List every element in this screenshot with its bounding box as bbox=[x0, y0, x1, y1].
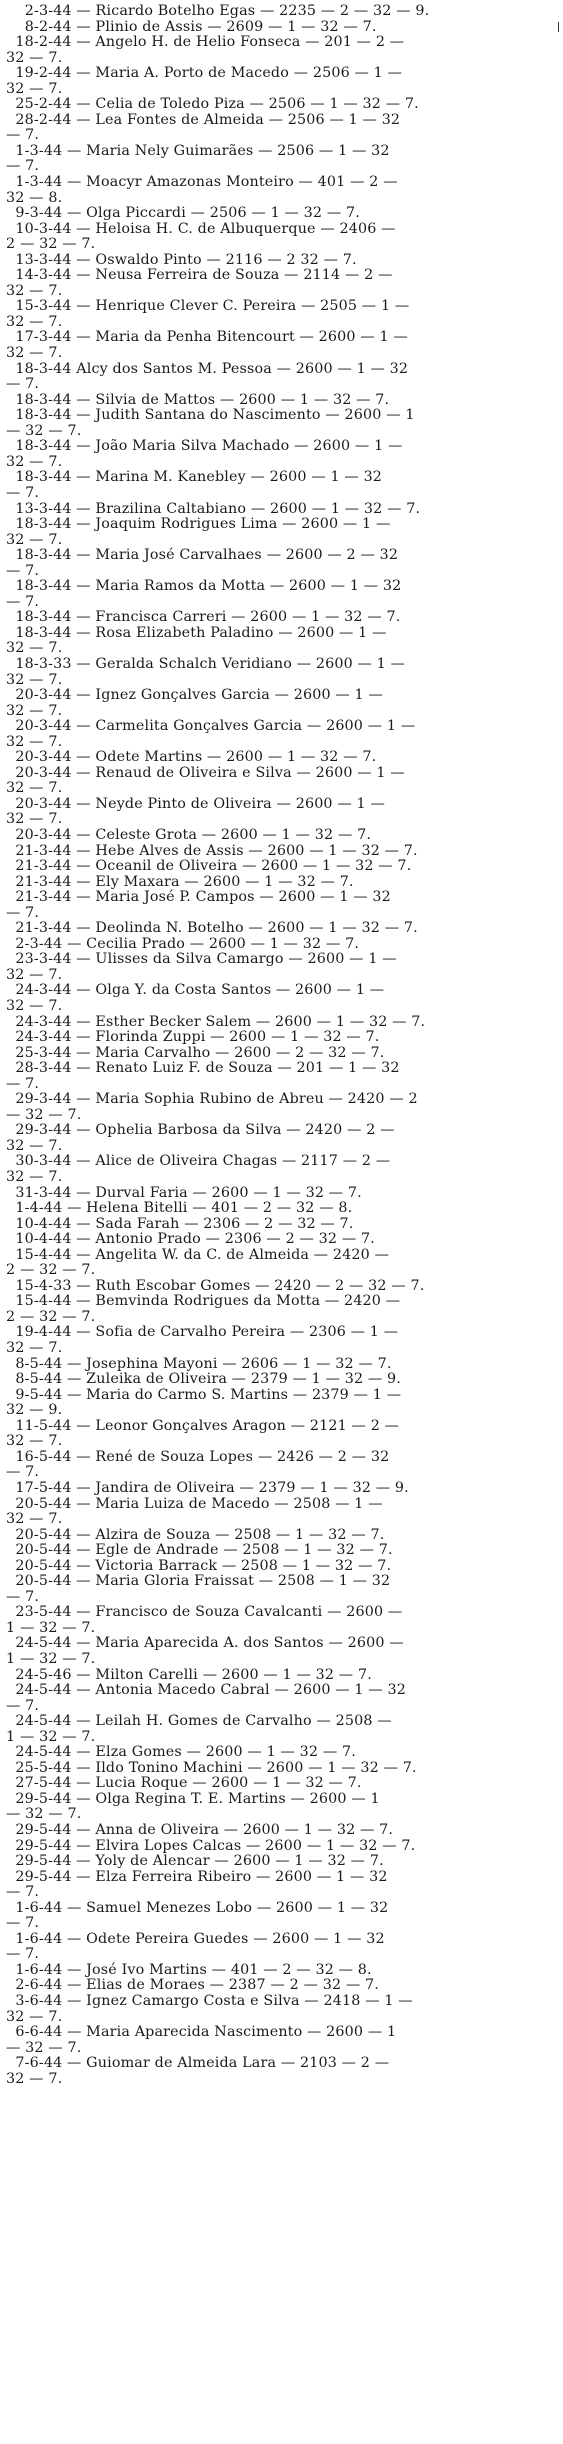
ledger-line: 20-3-44 — Ignez Gonçalves Garcia — 2600 — 1 — bbox=[6, 687, 383, 704]
ledger-line: — 32 — 7. bbox=[6, 1806, 82, 1823]
ledger-line: 10-3-44 — Heloisa H. C. de Albuquerque — 2406 — bbox=[6, 220, 396, 237]
ledger-line: 18-3-44 — Maria José Carvalhaes — 2600 — 2 — 32 bbox=[6, 547, 399, 564]
ledger-line: 21-3-44 — Deolinda N. Botelho — 2600 — 1 — 32 — 7. bbox=[6, 920, 418, 937]
ledger-line: 25-2-44 — Celia de Toledo Piza — 2506 — 1 — 32 — 7. bbox=[6, 96, 419, 113]
ledger-line: 20-3-44 — Odete Martins — 2600 — 1 — 32 — 7. bbox=[6, 749, 377, 766]
ledger-line: 18-3-44 — João Maria Silva Machado — 2600 — 1 — bbox=[6, 438, 403, 455]
ledger-line: 1 — 32 — 7. bbox=[6, 1650, 96, 1667]
ledger-line: 32 — 7. bbox=[6, 1340, 63, 1357]
ledger-line: 29-5-44 — Anna de Oliveira — 2600 — 1 — 32 — 7. bbox=[6, 1821, 394, 1838]
ledger-line: 16-5-44 — René de Souza Lopes — 2426 — 2 — 32 bbox=[6, 1448, 390, 1465]
ledger-line: — 32 — 7. bbox=[6, 422, 82, 439]
ledger-line: 32 — 7. bbox=[6, 811, 63, 828]
ledger-line: 14-3-44 — Neusa Ferreira de Souza — 2114 — 2 — bbox=[6, 267, 393, 284]
ledger-line: 20-5-44 — Egle de Andrade — 2508 — 1 — 32 — 7. bbox=[6, 1542, 393, 1559]
ledger-line: 18-2-44 — Angelo H. de Helio Fonseca — 201 — 2 — bbox=[6, 34, 405, 51]
ledger-line: 21-3-44 — Maria José P. Campos — 2600 — 1 — 32 bbox=[6, 889, 391, 906]
ledger-line: 19-4-44 — Sofia de Carvalho Pereira — 2306 — 1 — bbox=[6, 1324, 399, 1341]
ledger-line: 1-3-44 — Moacyr Amazonas Monteiro — 401 — 2 — bbox=[6, 174, 398, 191]
ledger-line: 24-5-44 — Maria Aparecida A. dos Santos — 2600 — bbox=[6, 1635, 404, 1652]
ledger-line: 32 — 7. bbox=[6, 80, 63, 97]
ledger-line: 27-5-44 — Lucia Roque — 2600 — 1 — 32 — 7. bbox=[6, 1775, 362, 1792]
ledger-line: 9-3-44 — Olga Piccardi — 2506 — 1 — 32 — 7. bbox=[6, 205, 360, 222]
ledger-line: 32 — 7. bbox=[6, 1511, 63, 1528]
ledger-line: 18-3-33 — Geralda Schalch Veridiano — 2600 — 1 — bbox=[6, 655, 406, 672]
ledger-line: 17-3-44 — Maria da Penha Bitencourt — 2600 — 1 — bbox=[6, 329, 408, 346]
ledger-line: — 7. bbox=[6, 562, 40, 579]
ledger-line: 2 — 32 — 7. bbox=[6, 1308, 96, 1325]
ledger-line: 18-3-44 — Rosa Elizabeth Paladino — 2600 — 1 — bbox=[6, 624, 387, 641]
ledger-line: — 7. bbox=[6, 127, 40, 144]
ledger-line: 1 — 32 — 7. bbox=[6, 1728, 96, 1745]
column-rule bbox=[558, 22, 559, 32]
ledger-line: 2-6-44 — Elias de Moraes — 2387 — 2 — 32 — 7. bbox=[6, 1977, 379, 1994]
ledger-line: 17-5-44 — Jandira de Oliveira — 2379 — 1 — 32 — 9. bbox=[6, 1479, 409, 1496]
ledger-line: 23-3-44 — Ulisses da Silva Camargo — 2600 — 1 — bbox=[6, 951, 397, 968]
ledger-line: 2 — 32 — 7. bbox=[6, 1262, 96, 1279]
ledger-line: 20-5-44 — Maria Luiza de Macedo — 2508 — 1 — bbox=[6, 1495, 383, 1512]
ledger-line: 10-4-44 — Antonio Prado — 2306 — 2 — 32 — 7. bbox=[6, 1231, 375, 1248]
ledger-line: — 7. bbox=[6, 1075, 40, 1092]
ledger-line: 32 — 7. bbox=[6, 640, 63, 657]
ledger-line: 11-5-44 — Leonor Gonçalves Aragon — 2121 — 2 — bbox=[6, 1417, 400, 1434]
ledger-line: 1 — 32 — 7. bbox=[6, 1619, 96, 1636]
ledger-line: 24-5-44 — Elza Gomes — 2600 — 1 — 32 — 7. bbox=[6, 1744, 356, 1761]
ledger-line: 24-3-44 — Olga Y. da Costa Santos — 2600 — 1 — bbox=[6, 982, 385, 999]
ledger-line: 7-6-44 — Guiomar de Almeida Lara — 2103 — 2 — bbox=[6, 2055, 390, 2072]
ledger-line: — 7. bbox=[6, 593, 40, 610]
ledger-line: 15-4-33 — Ruth Escobar Gomes — 2420 — 2 — 32 — 7. bbox=[6, 1277, 425, 1294]
ledger-line: 32 — 7. bbox=[6, 345, 63, 362]
ledger-line: 25-5-44 — Ildo Tonino Machini — 2600 — 1 — 32 — 7. bbox=[6, 1759, 417, 1776]
ledger-line: 32 — 7. bbox=[6, 531, 63, 548]
ledger-line: — 7. bbox=[6, 904, 40, 921]
ledger-line: — 7. bbox=[6, 1884, 40, 1901]
ledger-line: 20-3-44 — Carmelita Gonçalves Garcia — 2600 — 1 — bbox=[6, 718, 416, 735]
ledger-line: 3-6-44 — Ignez Camargo Costa e Silva — 2418 — 1 — bbox=[6, 1993, 413, 2009]
ledger-line: 32 — 7. bbox=[6, 998, 63, 1014]
ledger-list bbox=[6, 4, 557, 2087]
ledger-line: 32 — 9. bbox=[6, 1402, 63, 1419]
ledger-line: 18-3-44 — Judith Santana do Nascimento — 2600 — 1 bbox=[6, 407, 415, 424]
ledger-line: 9-5-44 — Maria do Carmo S. Martins — 2379 — 1 — bbox=[6, 1386, 402, 1403]
ledger-line: 20-5-44 — Alzira de Souza — 2508 — 1 — 32 — 7. bbox=[6, 1526, 385, 1543]
ledger-line: 1-6-44 — Odete Pereira Guedes — 2600 — 1 — 32 bbox=[6, 1930, 385, 1947]
ledger-line: 24-3-44 — Esther Becker Salem — 2600 — 1 — 32 — 7. bbox=[6, 1013, 426, 1030]
ledger-line: 19-2-44 — Maria A. Porto de Macedo — 2506 — 1 — bbox=[6, 65, 403, 82]
ledger-line: 18-3-44 — Maria Ramos da Motta — 2600 — 1 — 32 bbox=[6, 578, 402, 595]
ledger-line: 21-3-44 — Hebe Alves de Assis — 2600 — 1 — 32 — 7. bbox=[6, 842, 418, 859]
ledger-line: 32 — 7. bbox=[6, 453, 63, 470]
ledger-line: 2-3-44 — Ricardo Botelho Egas — 2235 — 2 — 32 — 9. bbox=[6, 3, 430, 19]
ledger-line: 25-3-44 — Maria Carvalho — 2600 — 2 — 32 — 7. bbox=[6, 1044, 385, 1061]
ledger-line: — 7. bbox=[6, 1915, 40, 1932]
ledger-line: — 7. bbox=[6, 376, 40, 393]
ledger-line: 15-3-44 — Henrique Clever C. Pereira — 2505 — 1 — bbox=[6, 298, 410, 315]
ledger-line: 24-5-44 — Antonia Macedo Cabral — 2600 — 1 — 32 bbox=[6, 1682, 407, 1699]
ledger-line: 24-5-44 — Leilah H. Gomes de Carvalho — 2508 — bbox=[6, 1713, 392, 1730]
ledger-line: 20-3-44 — Neyde Pinto de Oliveira — 2600 — 1 — bbox=[6, 795, 385, 812]
ledger-line: 28-2-44 — Lea Fontes de Almeida — 2506 — 1 — 32 bbox=[6, 111, 401, 128]
ledger-line: 1-6-44 — José Ivo Martins — 401 — 2 — 32 — 8. bbox=[6, 1961, 372, 1978]
ledger-line: 1-3-44 — Maria Nely Guimarães — 2506 — 1 — 32 bbox=[6, 142, 390, 159]
ledger-line: 20-3-44 — Celeste Grota — 2600 — 1 — 32 — 7. bbox=[6, 826, 372, 843]
ledger-line: 32 — 7. bbox=[6, 1169, 63, 1186]
ledger-line: 32 — 7. bbox=[6, 1433, 63, 1450]
ledger-line: 24-5-46 — Milton Carelli — 2600 — 1 — 32 — 7. bbox=[6, 1666, 372, 1683]
ledger-line: 18-3-44 — Silvia de Mattos — 2600 — 1 — 32 — 7. bbox=[6, 391, 390, 408]
ledger-line: 10-4-44 — Sada Farah — 2306 — 2 — 32 — 7. bbox=[6, 1215, 354, 1232]
ledger-line: 6-6-44 — Maria Aparecida Nascimento — 2600 — 1 bbox=[6, 2024, 397, 2041]
ledger-line: 15-4-44 — Angelita W. da C. de Almeida — 2420 — bbox=[6, 1246, 390, 1263]
ledger-line: 18-3-44 — Francisca Carreri — 2600 — 1 — 32 — 7. bbox=[6, 609, 401, 626]
ledger-line: — 7. bbox=[6, 158, 40, 175]
ledger-line: 29-5-44 — Yoly de Alencar — 2600 — 1 — 32 — 7. bbox=[6, 1853, 384, 1870]
ledger-line: 20-5-44 — Victoria Barrack — 2508 — 1 — 32 — 7. bbox=[6, 1557, 392, 1574]
ledger-line: 8-5-44 — Josephina Mayoni — 2606 — 1 — 32 — 7. bbox=[6, 1355, 392, 1372]
ledger-line: — 7. bbox=[6, 1588, 40, 1605]
ledger-line: 20-3-44 — Renaud de Oliveira e Silva — 2600 — 1 — bbox=[6, 764, 405, 781]
ledger-line: 15-4-44 — Bemvinda Rodrigues da Motta — 2420 — bbox=[6, 1293, 401, 1310]
ledger-line: — 7. bbox=[6, 484, 40, 501]
ledger-line: 29-5-44 — Elza Ferreira Ribeiro — 2600 — 1 — 32 bbox=[6, 1868, 388, 1885]
ledger-line: 29-5-44 — Elvira Lopes Calcas — 2600 — 1 — 32 — 7. bbox=[6, 1837, 416, 1854]
ledger-line: 18-3-44 — Marina M. Kanebley — 2600 — 1 — 32 bbox=[6, 469, 383, 486]
ledger-line: 32 — 7. bbox=[6, 780, 63, 797]
ledger-line: 32 — 7. bbox=[6, 966, 63, 983]
ledger-line: 32 — 7. bbox=[6, 282, 63, 299]
ledger-line: 21-3-44 — Ely Maxara — 2600 — 1 — 32 — 7. bbox=[6, 873, 354, 890]
ledger-line: 29-3-44 — Ophelia Barbosa da Silva — 2420 — 2 — bbox=[6, 1122, 395, 1139]
ledger-line: 30-3-44 — Alice de Oliveira Chagas — 2117 — 2 — bbox=[6, 1153, 391, 1170]
ledger-line: 32 — 7. bbox=[6, 702, 63, 719]
ledger-line: — 32 — 7. bbox=[6, 2039, 82, 2056]
ledger-line: 8-5-44 — Zuleika de Oliveira — 2379 — 1 — 32 — 9. bbox=[6, 1371, 401, 1388]
ledger-line: 13-3-44 — Brazilina Caltabiano — 2600 — 1 — 32 — 7. bbox=[6, 500, 421, 517]
ledger-line: 1-4-44 — Helena Bitelli — 401 — 2 — 32 — 8. bbox=[6, 1200, 353, 1217]
ledger-line: 32 — 7. bbox=[6, 49, 63, 66]
ledger-line: — 32 — 7. bbox=[6, 1106, 82, 1123]
ledger-line: 32 — 7. bbox=[6, 1137, 63, 1154]
ledger-line: 21-3-44 — Oceanil de Oliveira — 2600 — 1 — 32 — 7. bbox=[6, 858, 412, 875]
ledger-line: 32 — 7. bbox=[6, 2008, 63, 2025]
ledger-line: 2 — 32 — 7. bbox=[6, 236, 96, 253]
ledger-line: 31-3-44 — Durval Faria — 2600 — 1 — 32 — 7. bbox=[6, 1184, 362, 1201]
ledger-line: — 7. bbox=[6, 1946, 40, 1963]
ledger-line: 18-3-44 Alcy dos Santos M. Pessoa — 2600 — 1 — 32 bbox=[6, 360, 409, 377]
ledger-line: 29-3-44 — Maria Sophia Rubino de Abreu — 2420 — 2 bbox=[6, 1091, 418, 1108]
ledger-line: 32 — 7. bbox=[6, 733, 63, 750]
ledger-line: 1-6-44 — Samuel Menezes Lobo — 2600 — 1 — 32 bbox=[6, 1899, 389, 1916]
ledger-line: 8-2-44 — Plinio de Assis — 2609 — 1 — 32 — 7. bbox=[6, 18, 377, 35]
ledger-line: 32 — 7. bbox=[6, 2070, 63, 2087]
ledger-line: 13-3-44 — Oswaldo Pinto — 2116 — 2 32 — 7. bbox=[6, 251, 357, 268]
ledger-line: 32 — 7. bbox=[6, 671, 63, 688]
ledger-line: 28-3-44 — Renato Luiz F. de Souza — 201 — 1 — 32 bbox=[6, 1060, 400, 1077]
ledger-line: 2-3-44 — Cecilia Prado — 2600 — 1 — 32 — 7. bbox=[6, 935, 360, 952]
ledger-line: 20-5-44 — Maria Gloria Fraissat — 2508 — 1 — 32 bbox=[6, 1573, 391, 1590]
ledger-line: 32 — 8. bbox=[6, 189, 63, 206]
ledger-line: 32 — 7. bbox=[6, 313, 63, 330]
ledger-line: — 7. bbox=[6, 1464, 40, 1481]
ledger-line: — 7. bbox=[6, 1697, 40, 1714]
ledger-line: 18-3-44 — Joaquim Rodrigues Lima — 2600 — 1 — bbox=[6, 516, 391, 533]
ledger-line: 29-5-44 — Olga Regina T. E. Martins — 2600 — 1 bbox=[6, 1790, 380, 1807]
ledger-line: 24-3-44 — Florinda Zuppi — 2600 — 1 — 32 — 7. bbox=[6, 1029, 380, 1046]
ledger-line: 23-5-44 — Francisco de Souza Cavalcanti — 2600 — bbox=[6, 1604, 403, 1621]
